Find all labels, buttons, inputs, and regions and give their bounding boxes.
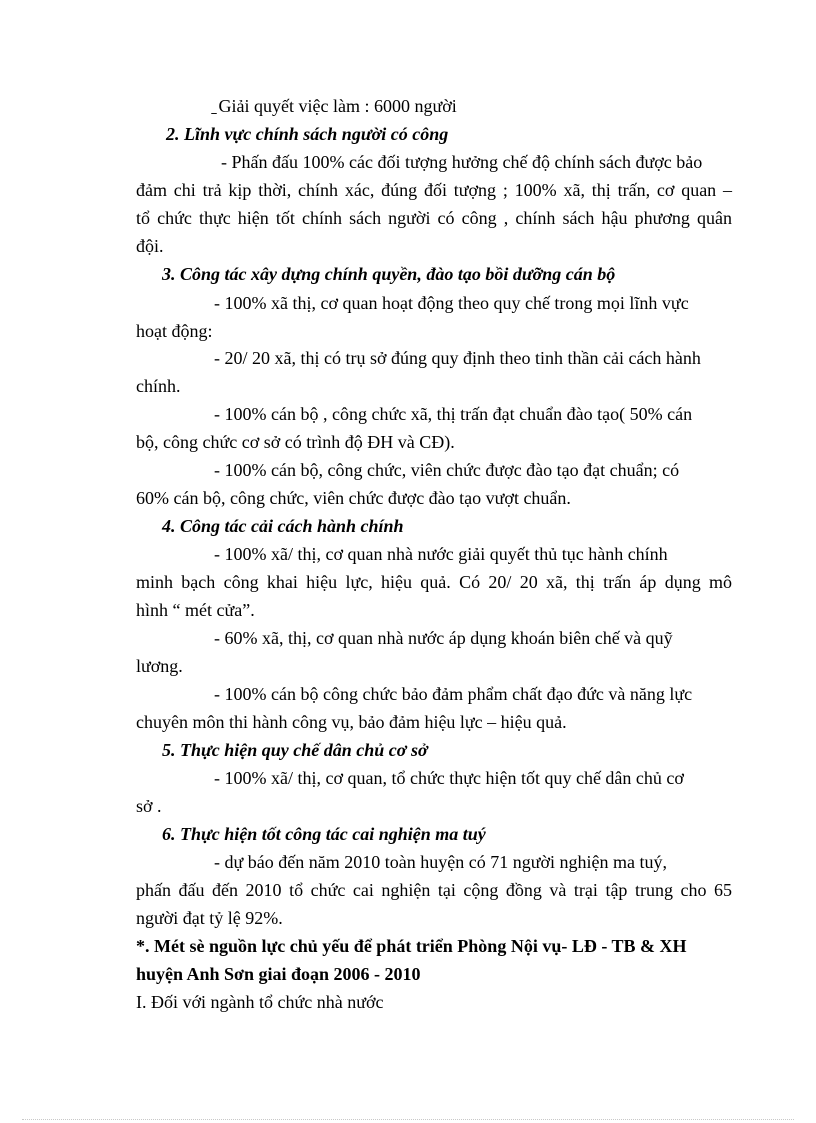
paragraph-line: người đạt tỷ lệ 92%. <box>136 908 283 928</box>
section-heading-2: 2. Lĩnh vực chính sách người có công <box>166 124 449 144</box>
paragraph-line: minh bạch công khai hiệu lực, hiệu quả. Có 20/ 20 xã, thị trấn áp dụng mô <box>136 572 732 592</box>
paragraph-line: sở . <box>136 796 162 816</box>
paragraph-line: bộ, công chức cơ sở có trình độ ĐH và CĐ). <box>136 432 455 452</box>
paragraph-line: - 100% cán bộ, công chức, viên chức được đào tạo đạt chuẩn; có <box>214 460 680 480</box>
paragraph-line: đội. <box>136 236 164 256</box>
paragraph-line: - 100% xã/ thị, cơ quan, tổ chức thực hiện tốt quy chế dân chủ cơ <box>214 768 684 788</box>
paragraph-line: chính. <box>136 376 181 396</box>
page-bottom-rule <box>22 1119 794 1120</box>
paragraph-line: - dự báo đến năm 2010 toàn huyện có 71 người nghiện ma tuý, <box>214 852 667 872</box>
paragraph-line: - Phấn đấu 100% các đối tượng hưởng chế độ chính sách được bảo <box>221 152 703 172</box>
paragraph-line: lương. <box>136 656 183 676</box>
paragraph-line: - 100% cán bộ , công chức xã, thị trấn đạt chuẩn đào tạo( 50% cán <box>214 404 693 424</box>
subsection-heading-i: I. Đối với ngành tổ chức nhà nước <box>136 992 384 1012</box>
paragraph-line: - 100% xã thị, cơ quan hoạt động theo quy chế trong mọi lĩnh vực <box>214 293 689 313</box>
paragraph-line: phấn đấu đến 2010 tổ chức cai nghiện tại cộng đồng và trại tập trung cho 65 <box>136 880 732 900</box>
resources-heading-line-2: huyện Anh Sơn giai đoạn 2006 - 2010 <box>136 964 421 984</box>
paragraph-line: hình “ mét cửa”. <box>136 600 255 620</box>
paragraph-line: - 100% cán bộ công chức bảo đảm phẩm chất đạo đức và năng lực <box>214 684 693 704</box>
paragraph-line: 60% cán bộ, công chức, viên chức được đào tạo vượt chuẩn. <box>136 488 571 508</box>
paragraph-line: - 60% xã, thị, cơ quan nhà nước áp dụng khoán biên chế và quỹ <box>214 628 673 648</box>
section-heading-4: 4. Công tác cải cách hành chính <box>162 516 404 536</box>
bullet-line-employment: ̱ Giải quyết việc làm : 6000 người <box>214 96 457 116</box>
paragraph-line: - 100% xã/ thị, cơ quan nhà nước giải quyết thủ tục hành chính <box>214 544 668 564</box>
paragraph-line: chuyên môn thi hành công vụ, bảo đảm hiệu lực – hiệu quả. <box>136 712 567 732</box>
paragraph-line: hoạt động: <box>136 321 213 341</box>
section-heading-3: 3. Công tác xây dựng chính quyền, đào tạo bồi dưỡng cán bộ <box>162 264 616 284</box>
resources-heading-line-1: *. Mét sè nguồn lực chủ yếu để phát triển Phòng Nội vụ- LĐ - TB & XH <box>136 936 687 956</box>
paragraph-line: đảm chi trả kịp thời, chính xác, đúng đối tượng ; 100% xã, thị trấn, cơ quan – <box>136 180 732 200</box>
paragraph-line: - 20/ 20 xã, thị có trụ sở đúng quy định theo tinh thần cải cách hành <box>214 348 701 368</box>
paragraph-line: tổ chức thực hiện tốt chính sách người có công , chính sách hậu phương quân <box>136 208 732 228</box>
section-heading-6: 6. Thực hiện tốt công tác cai nghiện ma tuý <box>162 824 486 844</box>
section-heading-5: 5. Thực hiện quy chế dân chủ cơ sở <box>162 740 428 760</box>
